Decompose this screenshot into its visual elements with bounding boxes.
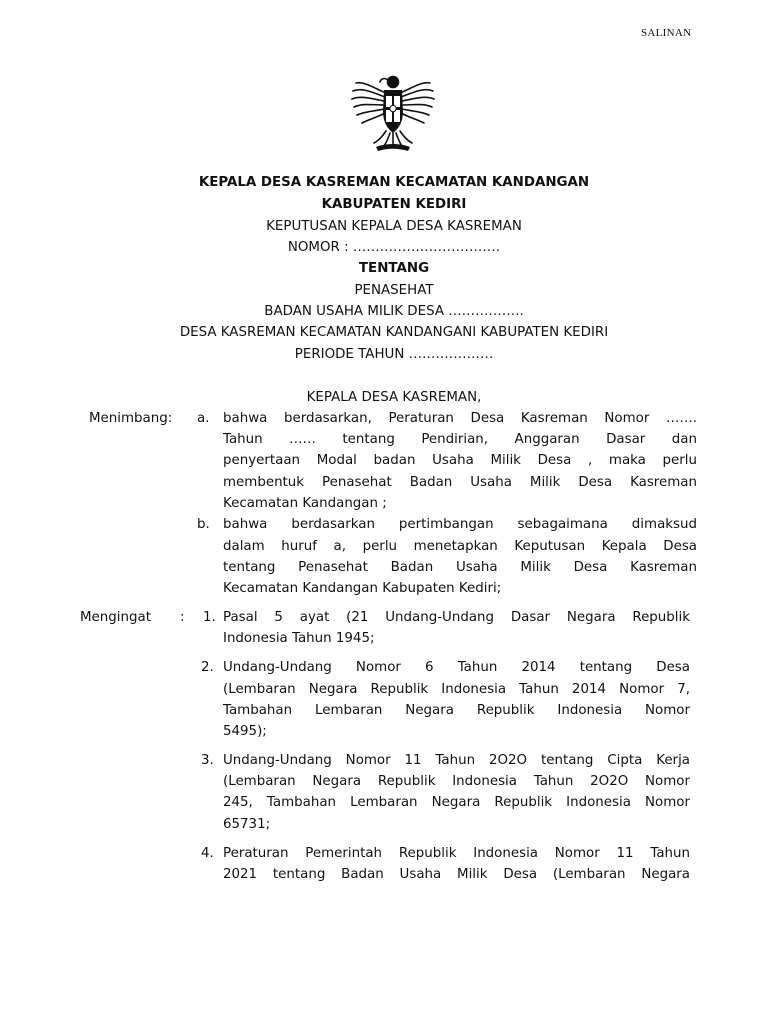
mengingat-1-line-2: Indonesia Tahun 1945; [223, 631, 375, 646]
mengingat-2-line-1: Undang-Undang Nomor 6 Tahun 2014 tentang Desa [223, 660, 690, 675]
mengingat-colon: : [180, 610, 185, 625]
mengingat-3-line-4: 65731; [223, 817, 271, 832]
menimbang-b-line-2: dalam huruf a, perlu menetapkan Keputusan Kepala Desa [223, 539, 697, 554]
menimbang-a-line-1: bahwa berdasarkan, Peraturan Desa Kasreman Nomor ……. [223, 411, 697, 426]
menimbang-a-line-2: Tahun …… tentang Pendirian, Anggaran Dasar dan [223, 432, 697, 447]
list-marker: 3. [201, 753, 214, 768]
authority-line: KEPALA DESA KASREMAN, [306, 390, 482, 405]
subject-line-1: PENASEHAT [354, 283, 434, 298]
heading-line-1: KEPALA DESA KASREMAN KECAMATAN KANDANGAN [198, 175, 590, 190]
list-marker: 1. [203, 610, 216, 625]
list-marker: 2. [201, 660, 214, 675]
subject-line-2: BADAN USAHA MILIK DESA …………….. [264, 304, 524, 319]
menimbang-b-line-3: tentang Penasehat Badan Usaha Milik Desa Kasreman [223, 560, 697, 575]
mengingat-3-line-3: 245, Tambahan Lembaran Negara Republik Indonesia Nomor [223, 795, 690, 810]
decree-number: NOMOR : …………………………… [287, 240, 501, 255]
copy-mark: SALINAN [641, 27, 692, 39]
menimbang-label: Menimbang: [89, 411, 173, 426]
garuda-emblem-icon [348, 71, 438, 153]
mengingat-3-line-2: (Lembaran Negara Republik Indonesia Tahun 2O2O Nomor [223, 774, 690, 789]
mengingat-4-line-2: 2021 tentang Badan Usaha Milik Desa (Lembaran Negara [223, 867, 690, 882]
menimbang-b-line-4: Kecamatan Kandangan Kabupaten Kediri; [223, 581, 502, 596]
mengingat-2-line-3: Tambahan Lembaran Negara Republik Indonesia Nomor [223, 703, 690, 718]
list-marker: b. [197, 517, 210, 532]
mengingat-1-line-1: Pasal 5 ayat (21 Undang-Undang Dasar Negara Republik [223, 610, 690, 625]
list-marker: 4. [201, 846, 214, 861]
mengingat-4-line-1: Peraturan Pemerintah Republik Indonesia Nomor 11 Tahun [223, 846, 690, 861]
mengingat-2-line-2: (Lembaran Negara Republik Indonesia Tahun 2014 Nomor 7, [223, 682, 690, 697]
list-marker: a. [197, 411, 210, 426]
decree-title: KEPUTUSAN KEPALA DESA KASREMAN [266, 219, 522, 234]
menimbang-a-line-4: membentuk Penasehat Badan Usaha Milik Desa Kasreman [223, 475, 697, 490]
tentang-heading: TENTANG [358, 261, 430, 276]
mengingat-2-line-4: 5495); [223, 724, 267, 739]
mengingat-3-line-1: Undang-Undang Nomor 11 Tahun 2O2O tentang Cipta Kerja [223, 753, 690, 768]
subject-line-4: PERIODE TAHUN ………………. [294, 347, 494, 362]
menimbang-b-line-1: bahwa berdasarkan pertimbangan sebagaimana dimaksud [223, 517, 697, 532]
mengingat-label: Mengingat [80, 610, 151, 625]
menimbang-a-line-3: penyertaan Modal badan Usaha Milik Desa , maka perlu [223, 453, 697, 468]
heading-line-2: KABUPATEN KEDIRI [321, 197, 467, 212]
subject-line-3: DESA KASREMAN KECAMATAN KANDANGANI KABUPATEN KEDIRI [179, 325, 609, 340]
menimbang-a-line-5: Kecamatan Kandangan ; [223, 496, 387, 511]
